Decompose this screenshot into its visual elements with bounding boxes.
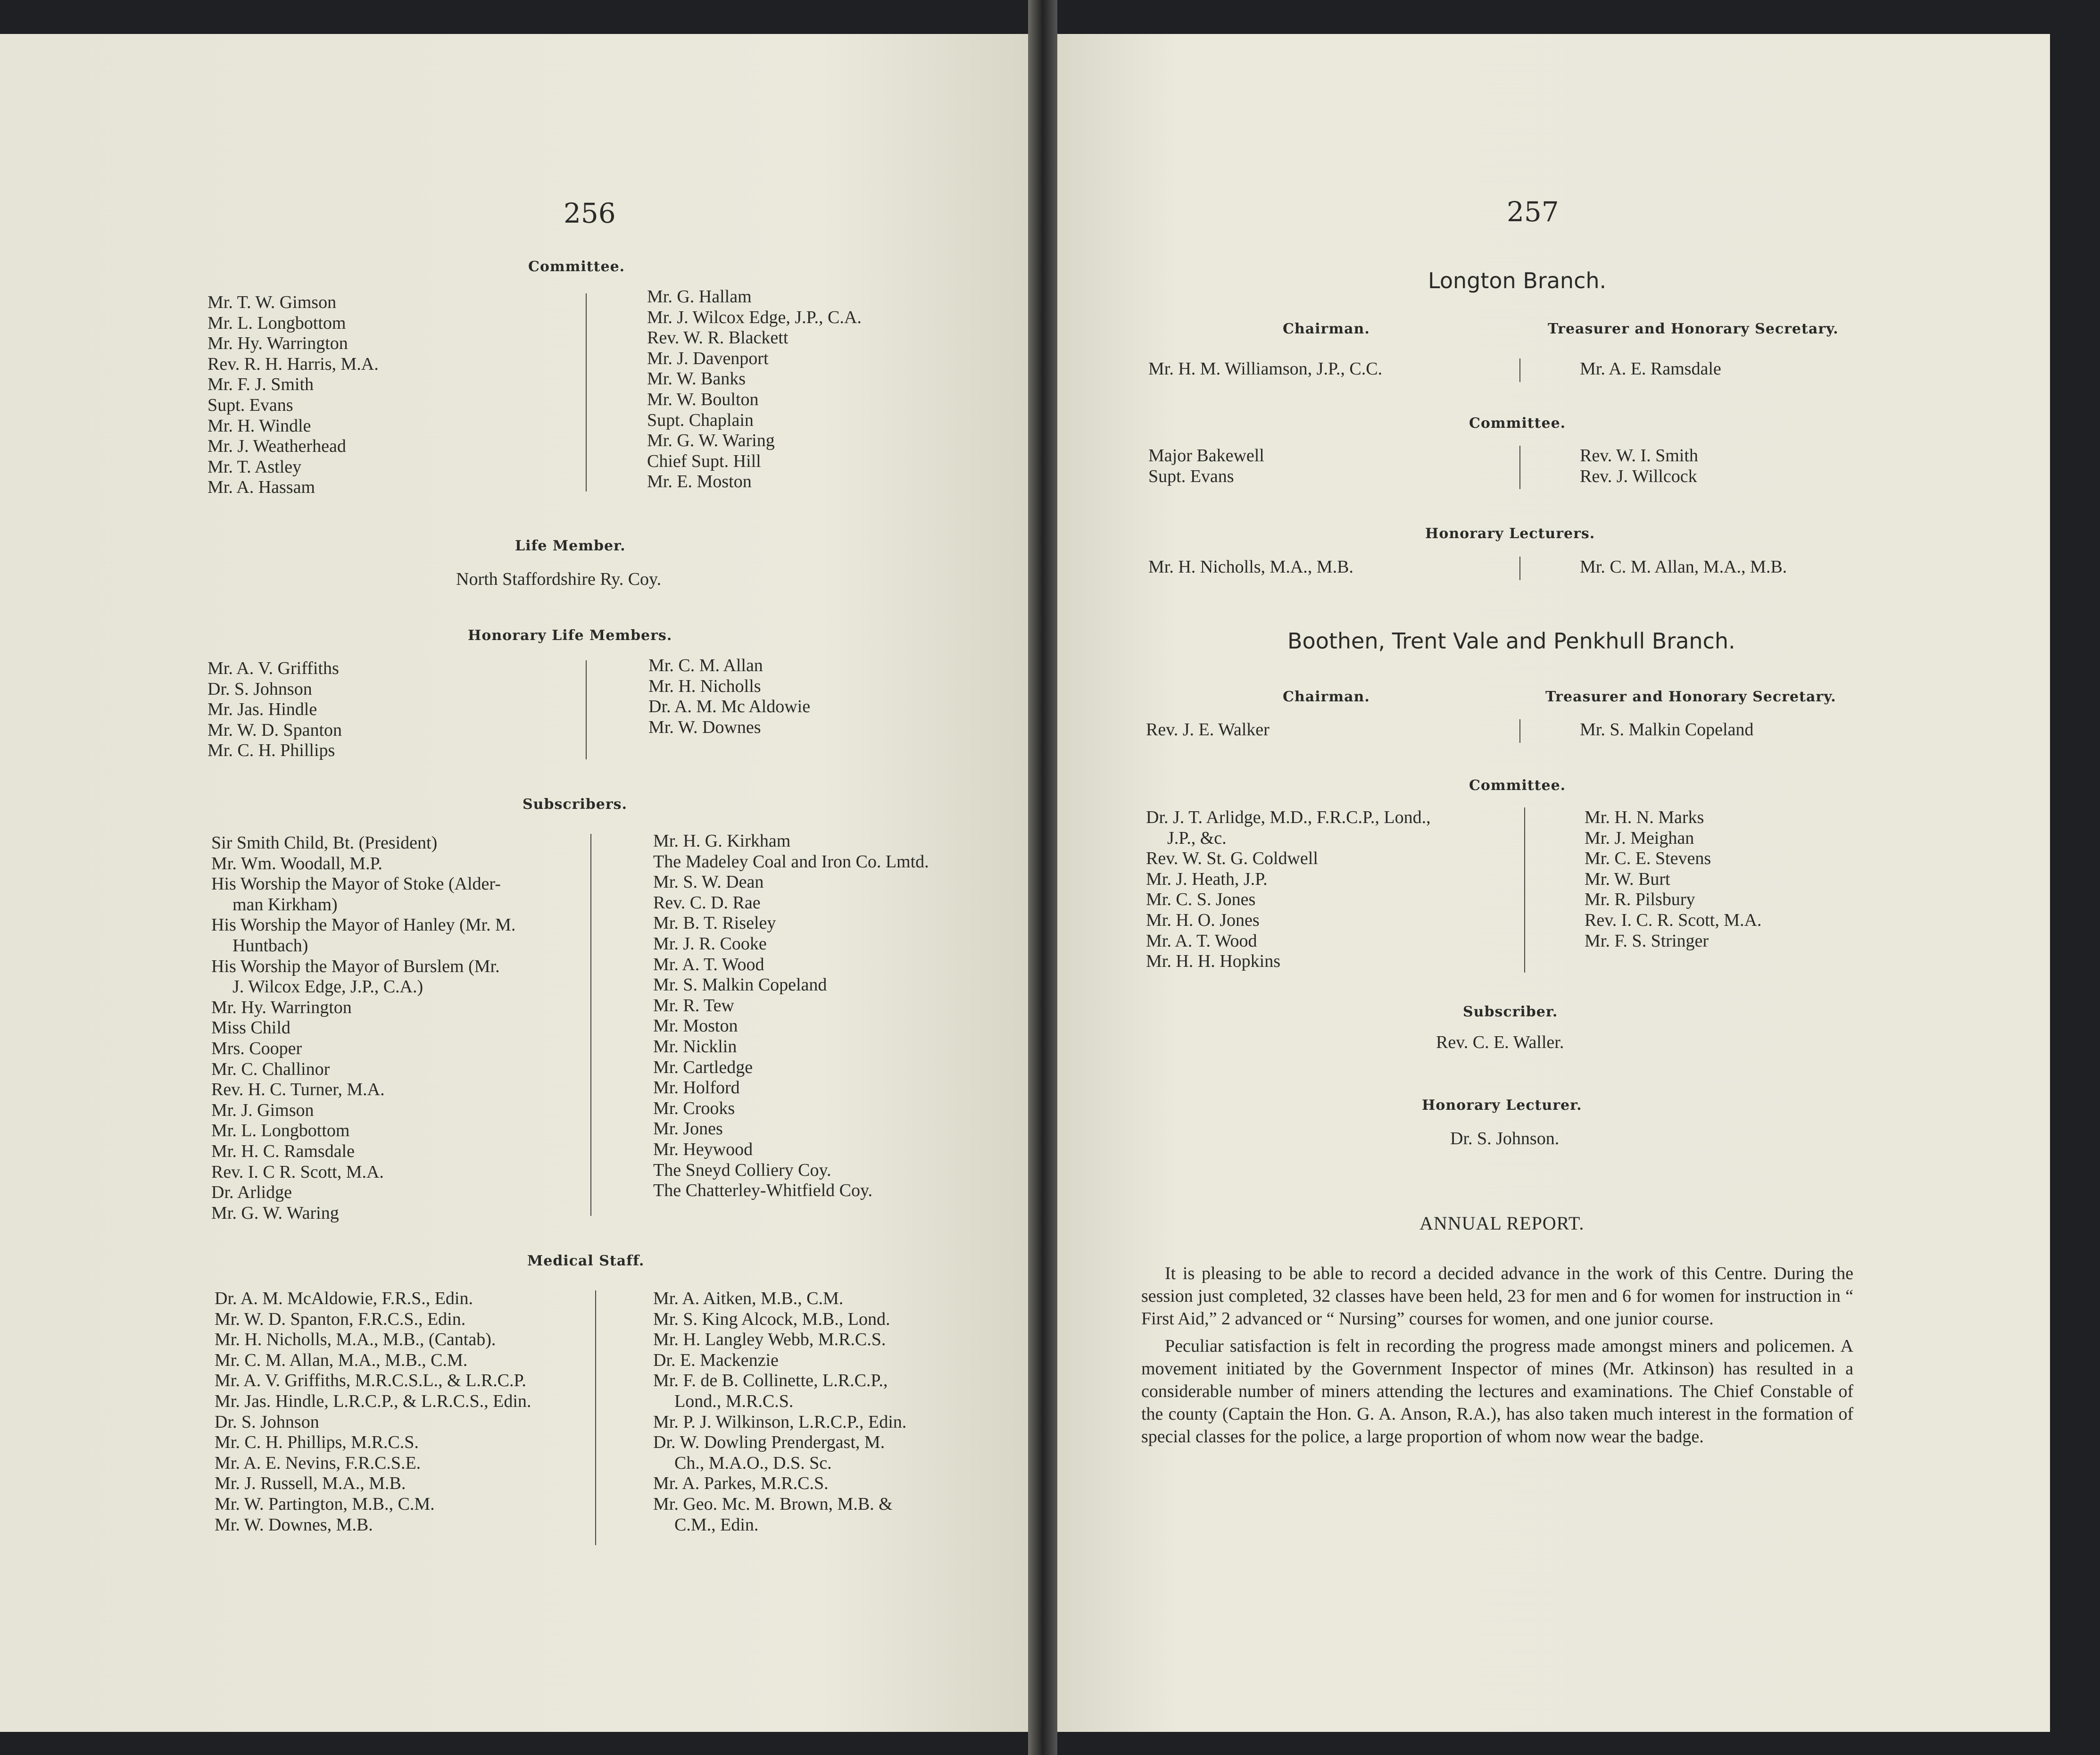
- list-item: Mr. H. G. Kirkham: [653, 831, 791, 851]
- list-item: C.M., Edin.: [674, 1514, 759, 1535]
- list-item: Mr. C. H. Phillips: [208, 740, 335, 761]
- list-item: Mr. H. Nicholls, M.A., M.B., (Cantab).: [215, 1330, 496, 1350]
- life-member-name: North Staffordshire Ry. Coy.: [456, 569, 662, 589]
- list-item: Mr. J. Davenport: [647, 348, 769, 368]
- column-divider: [1519, 358, 1520, 382]
- annual-report-paragraph-1: It is pleasing to be able to record a decided advance in the work of this Centre. During the session just completed, 32 classes have been held, 23 for men and 6 for women for instruction in “ First Aid,” 2 advanced or “ Nursing” courses for women, and one junior course.: [1141, 1264, 1853, 1329]
- list-item: Mr. Cartledge: [653, 1057, 753, 1077]
- list-item: Rev. H. C. Turner, M.A.: [211, 1080, 385, 1100]
- list-item: Rev. W. St. G. Coldwell: [1146, 848, 1318, 869]
- column-divider: [1524, 807, 1525, 973]
- list-item: Lond., M.R.C.S.: [674, 1391, 794, 1411]
- list-item: Mr. A. T. Wood: [653, 954, 764, 974]
- longton-treasurer-heading: Treasurer and Honorary Secretary.: [1548, 321, 1839, 337]
- list-item: Mr. F. J. Smith: [208, 374, 314, 395]
- list-item: Mr. C. E. Stevens: [1585, 848, 1711, 869]
- honorary-life-members-col1: [208, 658, 342, 761]
- longton-chairman-heading: Chairman.: [1283, 321, 1370, 337]
- list-item: Mr. J. Weatherhead: [208, 436, 346, 457]
- list-item: Mrs. Cooper: [211, 1038, 302, 1058]
- list-item: Mr. Wm. Woodall, M.P.: [211, 853, 382, 873]
- list-item: man Kirkham): [232, 894, 338, 915]
- list-item: Mr. W. D. Spanton, F.R.C.S., Edin.: [215, 1309, 466, 1329]
- boothen-chairman-heading: Chairman.: [1283, 689, 1370, 705]
- list-item: Supt. Evans: [1148, 466, 1234, 486]
- list-item: J. Wilcox Edge, J.P., C.A.): [232, 977, 423, 997]
- page-number-right: 257: [1507, 196, 1559, 228]
- column-divider: [586, 660, 587, 759]
- list-item: Dr. E. Mackenzie: [653, 1350, 779, 1370]
- list-item: Dr. W. Dowling Prendergast, M.: [653, 1432, 885, 1453]
- medical-staff-col1: [215, 1289, 531, 1535]
- list-item: Mr. E. Moston: [647, 472, 752, 492]
- list-item: Mr. A. T. Wood: [1146, 931, 1257, 951]
- list-item: Mr. J. Gimson: [211, 1100, 314, 1120]
- medical-staff-heading: Medical Staff.: [527, 1253, 645, 1269]
- list-item: Mr. A. Aitken, M.B., C.M.: [653, 1289, 844, 1308]
- list-item: Mr. Holford: [653, 1078, 740, 1098]
- annual-report-title: ANNUAL REPORT.: [1419, 1213, 1585, 1234]
- list-item: Rev. I. C. R. Scott, M.A.: [1585, 910, 1762, 930]
- boothen-subscriber: Rev. C. E. Waller.: [1436, 1032, 1564, 1052]
- list-item: Rev. I. C R. Scott, M.A.: [211, 1162, 384, 1182]
- longton-treasurer: Mr. A. E. Ramsdale: [1580, 359, 1721, 379]
- list-item: Mr. J. Wilcox Edge, J.P., C.A.: [647, 307, 862, 327]
- subscribers-heading: Subscribers.: [523, 796, 628, 813]
- list-item: Mr. R. Tew: [653, 995, 734, 1015]
- list-item: Mr. P. J. Wilkinson, L.R.C.P., Edin.: [653, 1412, 907, 1432]
- committee-col1: [208, 292, 379, 498]
- boothen-committee-col1: [1146, 807, 1431, 972]
- list-item: Mr. T. Astley: [208, 457, 302, 477]
- list-item: Mr. J. Heath, J.P.: [1146, 869, 1268, 889]
- annual-report-paragraph-2: Peculiar satisfaction is felt in recording the progress made amongst miners and policemen. A movement initiated by the Government Inspector of mines (Mr. Atkinson) has resulted in a considerable number of miners attending the lectures and examinations. The Chief Constable of the county (Captain the Hon. G. A. Anson, R.A.), has also taken much interest in the formation of special classes for the police, a large proportion of whom now wear the badge.: [1141, 1336, 1853, 1447]
- list-item: Mr. W. Partington, M.B., C.M.: [215, 1494, 435, 1514]
- list-item: Dr. S. Johnson: [208, 679, 312, 699]
- medical-staff-col2: [653, 1289, 906, 1535]
- list-item: Dr. J. T. Arlidge, M.D., F.R.C.P., Lond.,: [1146, 807, 1431, 827]
- list-item: Mr. W. D. Spanton: [208, 720, 342, 740]
- list-item: Mr. W. Downes: [648, 717, 761, 737]
- list-item: Supt. Chaplain: [647, 410, 754, 430]
- list-item: His Worship the Mayor of Burslem (Mr.: [211, 956, 500, 976]
- list-item: Ch., M.A.O., D.S. Sc.: [674, 1453, 832, 1473]
- list-item: Mr. R. Pilsbury: [1585, 890, 1695, 910]
- boothen-lecturer-heading: Honorary Lecturer.: [1422, 1097, 1582, 1114]
- list-item: Mr. W. Banks: [647, 369, 746, 389]
- list-item: Mr. J. Meighan: [1585, 828, 1694, 848]
- list-item: Mr. W. Downes, M.B.: [215, 1514, 373, 1535]
- list-item: Rev. J. Willcock: [1580, 466, 1697, 486]
- list-item: Supt. Evans: [208, 395, 293, 415]
- list-item: Mr. F. de B. Collinette, L.R.C.P.,: [653, 1371, 888, 1391]
- list-item: Dr. S. Johnson: [215, 1412, 319, 1432]
- list-item: Mr. L. Longbottom: [211, 1121, 350, 1141]
- list-item: J.P., &c.: [1167, 828, 1227, 848]
- list-item: Mr. H. N. Marks: [1585, 807, 1704, 827]
- list-item: Mr. L. Longbottom: [208, 313, 346, 333]
- list-item: Mr. C. S. Jones: [1146, 890, 1256, 910]
- longton-committee-col2: [1580, 446, 1698, 487]
- list-item: Mr. C. Challinor: [211, 1059, 330, 1079]
- list-item: The Chatterley-Whitfield Coy.: [653, 1181, 872, 1201]
- list-item: Mr. Jas. Hindle, L.R.C.P., & L.R.C.S., Edin.: [215, 1391, 531, 1411]
- list-item: Mr. S. W. Dean: [653, 872, 764, 892]
- list-item: Mr. G. W. Waring: [647, 431, 775, 451]
- list-item: Mr. W. Burt: [1585, 869, 1670, 889]
- list-item: Mr. Hy. Warrington: [208, 333, 348, 354]
- boothen-branch-title: Boothen, Trent Vale and Penkhull Branch.: [1287, 628, 1735, 654]
- boothen-committee-heading: Committee.: [1469, 777, 1566, 794]
- list-item: Mr. T. W. Gimson: [208, 292, 337, 312]
- list-item: Mr. Hy. Warrington: [211, 997, 352, 1017]
- honorary-life-members-col2: [648, 656, 810, 738]
- longton-branch-title: Longton Branch.: [1428, 268, 1607, 293]
- boothen-committee-col2: [1585, 807, 1761, 951]
- list-item: Mr. Jas. Hindle: [208, 699, 317, 720]
- column-divider: [1519, 719, 1520, 743]
- list-item: Rev. W. R. Blackett: [647, 328, 789, 348]
- list-item: Mr. A. Hassam: [208, 477, 315, 498]
- list-item: Huntbach): [232, 935, 308, 956]
- longton-committee-col1: [1148, 446, 1264, 487]
- column-divider: [595, 1290, 596, 1545]
- life-member-heading: Life Member.: [515, 538, 626, 554]
- list-item: Mr. H. Windle: [208, 416, 311, 436]
- longton-committee-heading: Committee.: [1469, 415, 1566, 432]
- committee-heading: Committee.: [528, 258, 625, 275]
- list-item: Mr. A. V. Griffiths: [208, 658, 339, 678]
- column-divider: [1519, 446, 1520, 489]
- boothen-treasurer-heading: Treasurer and Honorary Secretary.: [1545, 689, 1836, 705]
- longton-lecturers-heading: Honorary Lecturers.: [1425, 525, 1595, 542]
- list-item: Mr. Crooks: [653, 1098, 735, 1118]
- list-item: Mr. J. Russell, M.A., M.B.: [215, 1473, 406, 1494]
- list-item: Mr. A. Parkes, M.R.C.S.: [653, 1473, 829, 1494]
- list-item: Mr. J. R. Cooke: [653, 933, 767, 954]
- list-item: Mr. C. M. Allan, M.A., M.B., C.M.: [215, 1350, 468, 1370]
- boothen-treasurer: Mr. S. Malkin Copeland: [1580, 720, 1754, 740]
- list-item: Mr. Geo. Mc. M. Brown, M.B. &: [653, 1494, 893, 1514]
- list-item: Mr. C. H. Phillips, M.R.C.S.: [215, 1432, 419, 1453]
- list-item: Mr. G. W. Waring: [211, 1203, 339, 1223]
- annual-report-body: [1141, 1262, 1853, 1448]
- list-item: The Madeley Coal and Iron Co. Lmtd.: [653, 851, 929, 872]
- list-item: His Worship the Mayor of Hanley (Mr. M.: [211, 915, 516, 935]
- list-item: Mr. H. C. Ramsdale: [211, 1141, 355, 1161]
- boothen-chairman: Rev. J. E. Walker: [1146, 720, 1270, 740]
- list-item: Mr. G. Hallam: [647, 287, 752, 307]
- list-item: His Worship the Mayor of Stoke (Alder-: [211, 874, 501, 894]
- list-item: Mr. Moston: [653, 1016, 738, 1036]
- list-item: Rev. R. H. Harris, M.A.: [208, 354, 379, 374]
- boothen-lecturer: Dr. S. Johnson.: [1450, 1129, 1560, 1148]
- list-item: Mr. F. S. Stringer: [1585, 931, 1709, 951]
- list-item: Chief Supt. Hill: [647, 451, 761, 471]
- list-item: Mr. Heywood: [653, 1139, 753, 1159]
- honorary-life-members-heading: Honorary Life Members.: [468, 627, 672, 644]
- list-item: Mr. A. V. Griffiths, M.R.C.S.L., & L.R.C.P.: [215, 1371, 526, 1391]
- list-item: Mr. S. King Alcock, M.B., Lond.: [653, 1309, 890, 1329]
- boothen-subscriber-heading: Subscriber.: [1463, 1004, 1558, 1020]
- column-divider: [1519, 557, 1520, 580]
- committee-col2: [647, 287, 862, 492]
- list-item: Rev. W. I. Smith: [1580, 446, 1698, 466]
- list-item: Miss Child: [211, 1018, 291, 1038]
- list-item: Mr. H. Langley Webb, M.R.C.S.: [653, 1330, 886, 1350]
- list-item: Sir Smith Child, Bt. (President): [211, 833, 438, 853]
- subscribers-col1: [211, 833, 515, 1223]
- longton-lecturer-1: Mr. H. Nicholls, M.A., M.B.: [1148, 557, 1353, 577]
- list-item: Mr. H. O. Jones: [1146, 910, 1260, 930]
- list-item: Mr. W. Boulton: [647, 389, 759, 409]
- list-item: Mr. A. E. Nevins, F.R.C.S.E.: [215, 1453, 421, 1473]
- column-divider: [586, 293, 587, 491]
- list-item: The Sneyd Colliery Coy.: [653, 1160, 831, 1180]
- list-item: Mr. Jones: [653, 1119, 723, 1139]
- subscribers-col2: [653, 831, 929, 1201]
- list-item: Rev. C. D. Rae: [653, 892, 761, 913]
- page-number-left: 256: [564, 197, 616, 229]
- list-item: Dr. A. M. McAldowie, F.R.S., Edin.: [215, 1289, 473, 1308]
- list-item: Dr. A. M. Mc Aldowie: [648, 697, 811, 717]
- longton-lecturer-2: Mr. C. M. Allan, M.A., M.B.: [1580, 557, 1787, 577]
- list-item: Mr. B. T. Riseley: [653, 913, 776, 933]
- list-item: Mr. Nicklin: [653, 1036, 737, 1056]
- list-item: Mr. S. Malkin Copeland: [653, 975, 827, 995]
- column-divider: [590, 834, 591, 1216]
- list-item: Mr. C. M. Allan: [648, 656, 763, 675]
- longton-chairman: Mr. H. M. Williamson, J.P., C.C.: [1148, 359, 1383, 379]
- book-gutter: [1028, 0, 1057, 1755]
- list-item: Dr. Arlidge: [211, 1182, 292, 1203]
- list-item: Mr. H. H. Hopkins: [1146, 951, 1281, 972]
- list-item: Major Bakewell: [1148, 446, 1264, 466]
- list-item: Mr. H. Nicholls: [648, 676, 761, 696]
